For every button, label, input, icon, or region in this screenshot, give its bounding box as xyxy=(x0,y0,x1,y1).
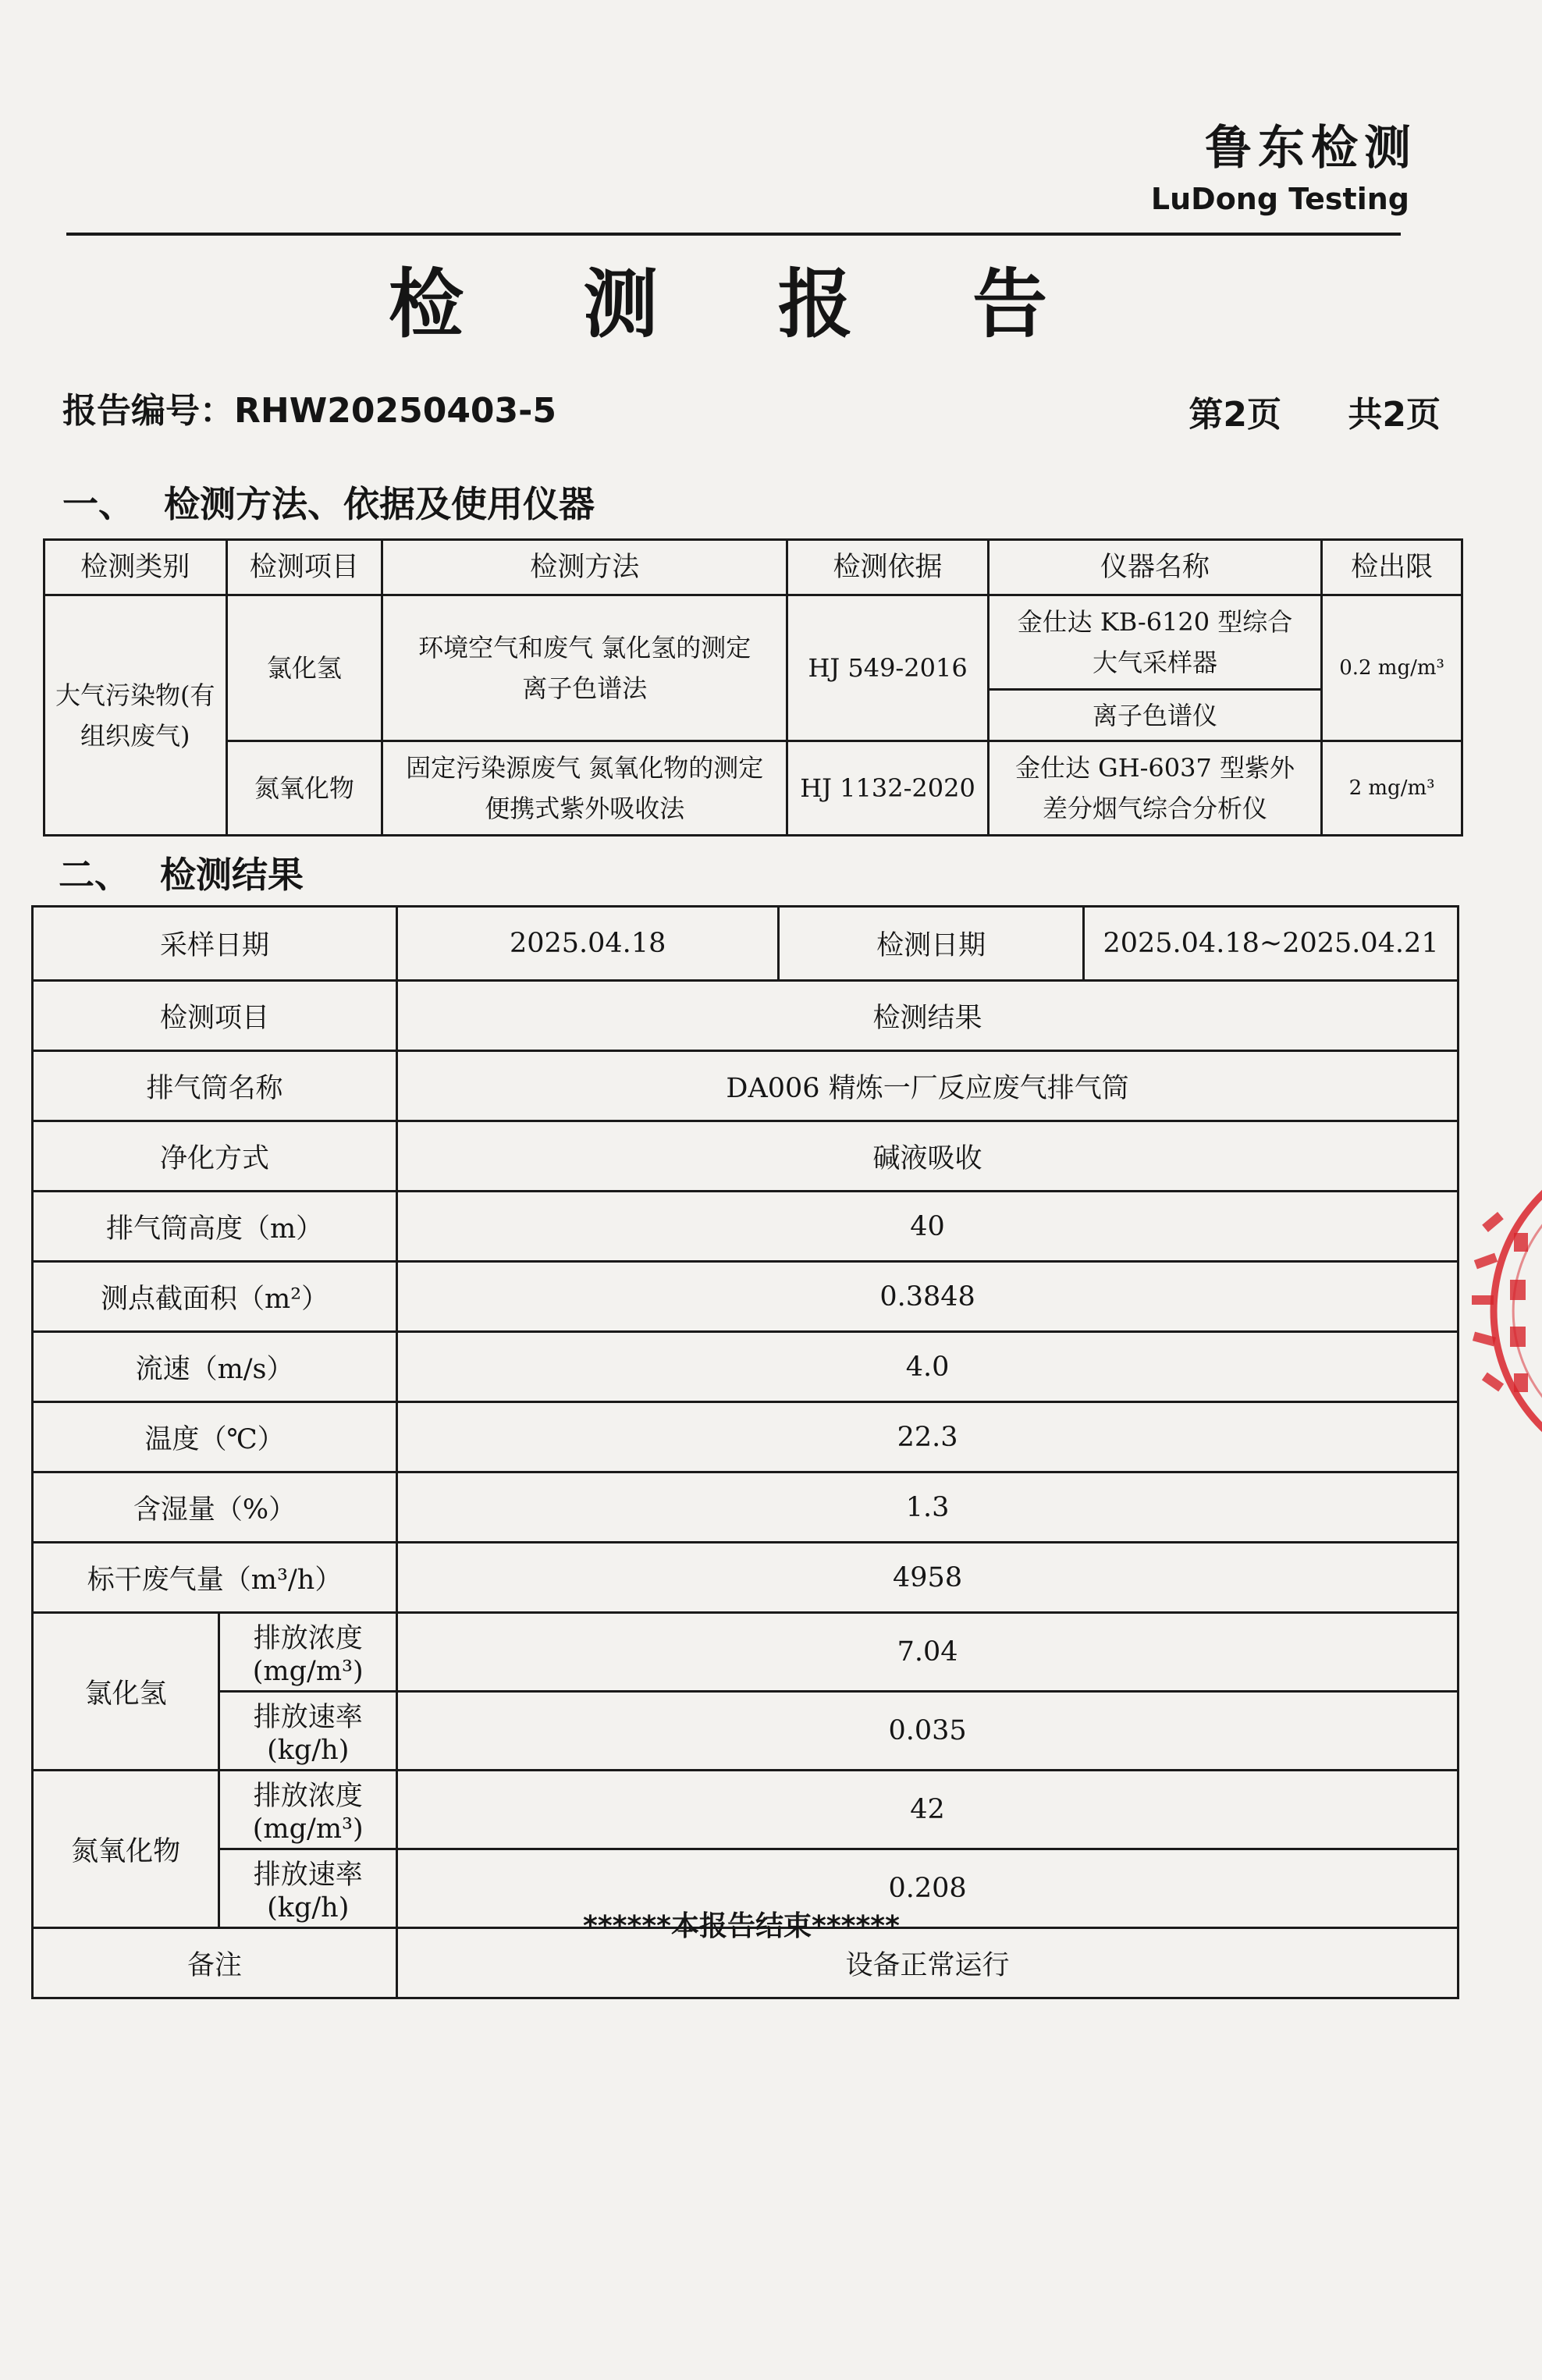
brand-name-cn: 鲁东检测 xyxy=(1205,121,1417,176)
row-label: 含湿量（%） xyxy=(33,1472,397,1543)
limit-cell: 0.2 mg/m³ xyxy=(1322,595,1462,741)
item-cell: 氮氧化物 xyxy=(226,741,382,836)
methods-table xyxy=(43,538,1463,837)
row-label: 排气筒名称 xyxy=(33,1051,397,1121)
date-row xyxy=(33,907,1459,981)
group-rate-label: 排放速率(kg/h) xyxy=(219,1849,397,1928)
table-row xyxy=(44,595,1462,690)
brand-name-en: LuDong Testing xyxy=(1150,182,1409,216)
row-label: 流速（m/s） xyxy=(33,1332,397,1402)
row-value: 4.0 xyxy=(397,1332,1459,1402)
group-conc-label: 排放浓度(mg/m³) xyxy=(219,1771,397,1849)
header-instrument: 仪器名称 xyxy=(988,540,1321,595)
basis-cell: HJ 1132-2020 xyxy=(787,741,989,836)
results-table xyxy=(31,905,1459,1999)
group-rate-label: 排放速率(kg/h) xyxy=(219,1692,397,1771)
table-row xyxy=(33,1332,1459,1402)
table-row xyxy=(33,1472,1459,1543)
row-label: 标干废气量（m³/h） xyxy=(33,1543,397,1613)
group-rate-value: 0.035 xyxy=(397,1692,1459,1771)
method-cell: 环境空气和废气 氯化氢的测定离子色谱法 xyxy=(382,595,787,741)
results-header-row xyxy=(33,981,1459,1051)
method-cell: 固定污染源废气 氮氧化物的测定便携式紫外吸收法 xyxy=(382,741,787,836)
row-value: DA006 精炼一厂反应废气排气筒 xyxy=(397,1051,1459,1121)
document-title: 检 测 报 告 xyxy=(388,260,1095,348)
table-row xyxy=(33,1543,1459,1613)
group-name: 氮氧化物 xyxy=(33,1771,219,1928)
table-row xyxy=(33,1613,1459,1692)
category-cell: 大气污染物(有组织废气) xyxy=(44,595,227,836)
group-conc-value: 42 xyxy=(397,1771,1459,1849)
section-2-number: 二、 xyxy=(59,854,130,896)
table-row xyxy=(33,1192,1459,1262)
table-row xyxy=(33,1262,1459,1332)
sampling-date-value: 2025.04.18 xyxy=(397,907,779,981)
instrument-cell: 金仕达 GH-6037 型紫外差分烟气综合分析仪 xyxy=(988,741,1321,836)
row-label: 温度（℃） xyxy=(33,1402,397,1472)
section-1-title xyxy=(62,476,595,528)
group-rate-value: 0.208 xyxy=(397,1849,1459,1928)
item-header: 检测项目 xyxy=(33,981,397,1051)
test-date-value: 2025.04.18~2025.04.21 xyxy=(1084,907,1459,981)
section-1-number: 一、 xyxy=(62,483,134,525)
group-conc-label: 排放浓度(mg/m³) xyxy=(219,1613,397,1692)
instrument-cell: 离子色谱仪 xyxy=(988,690,1321,741)
brand-block xyxy=(1151,117,1417,218)
header-limit: 检出限 xyxy=(1322,540,1462,595)
result-header: 检测结果 xyxy=(397,981,1459,1051)
section-1-text: 检测方法、依据及使用仪器 xyxy=(164,483,595,525)
page-current: 第2页 xyxy=(1188,395,1282,435)
header-basis: 检测依据 xyxy=(787,540,989,595)
table-row xyxy=(44,741,1462,836)
remark-label: 备注 xyxy=(33,1928,397,1998)
header-item: 检测项目 xyxy=(226,540,382,595)
remark-value: 设备正常运行 xyxy=(397,1928,1459,1998)
company-seal-icon xyxy=(1451,1147,1542,1475)
row-label: 净化方式 xyxy=(33,1121,397,1192)
limit-cell: 2 mg/m³ xyxy=(1322,741,1462,836)
row-value: 碱液吸收 xyxy=(397,1121,1459,1192)
group-conc-value: 7.04 xyxy=(397,1613,1459,1692)
sampling-date-label: 采样日期 xyxy=(33,907,397,981)
header-rule xyxy=(66,233,1401,236)
header-category: 检测类别 xyxy=(44,540,227,595)
table-row xyxy=(33,1051,1459,1121)
methods-header-row xyxy=(44,540,1462,595)
report-end-mark: ******本报告结束****** xyxy=(583,1910,900,1942)
table-row xyxy=(33,1771,1459,1849)
row-value: 1.3 xyxy=(397,1472,1459,1543)
group-name: 氯化氢 xyxy=(33,1613,219,1771)
item-cell: 氯化氢 xyxy=(226,595,382,741)
table-row xyxy=(33,1692,1459,1771)
section-2-title xyxy=(59,847,304,898)
report-number: 报告编号：RHW20250403-5 xyxy=(62,391,557,431)
test-date-label: 检测日期 xyxy=(779,907,1084,981)
table-row xyxy=(33,1121,1459,1192)
section-2-text: 检测结果 xyxy=(160,854,304,896)
row-value: 40 xyxy=(397,1192,1459,1262)
row-value: 0.3848 xyxy=(397,1262,1459,1332)
row-label: 测点截面积（m²） xyxy=(33,1262,397,1332)
basis-cell: HJ 549-2016 xyxy=(787,595,989,741)
table-row xyxy=(33,1402,1459,1472)
page-total: 共2页 xyxy=(1348,395,1441,435)
row-value: 22.3 xyxy=(397,1402,1459,1472)
header-method: 检测方法 xyxy=(382,540,787,595)
row-label: 排气筒高度（m） xyxy=(33,1192,397,1262)
instrument-cell: 金仕达 KB-6120 型综合大气采样器 xyxy=(988,595,1321,690)
page-info xyxy=(1134,386,1441,436)
row-value: 4958 xyxy=(397,1543,1459,1613)
